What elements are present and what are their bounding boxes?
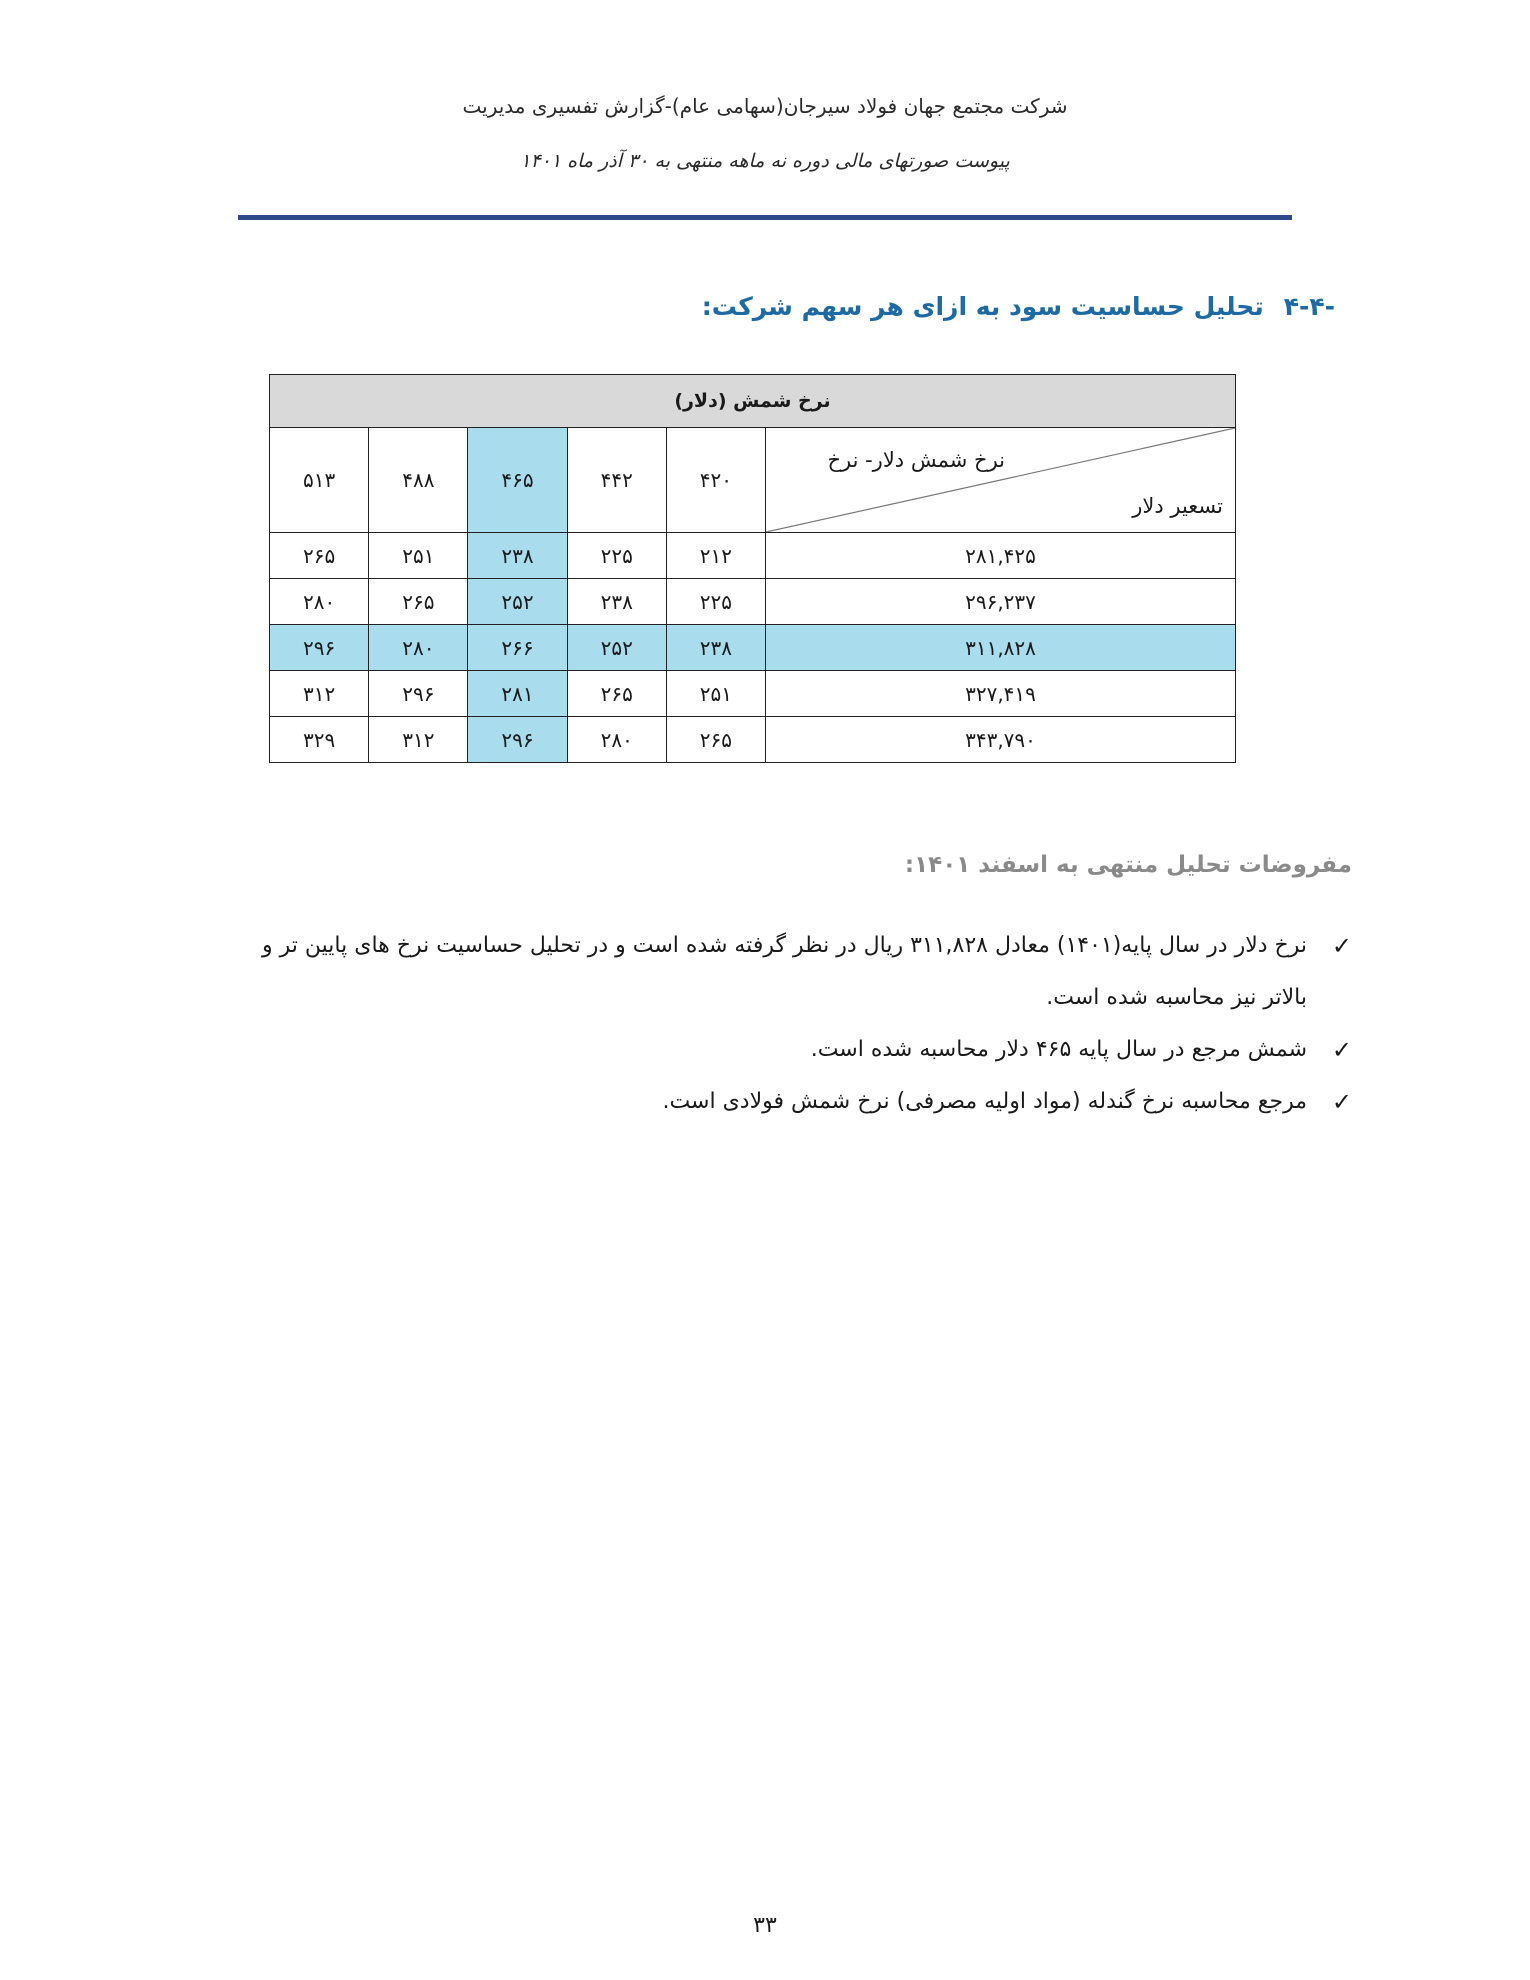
- sensitivity-table: [269, 374, 1236, 763]
- assumptions-list: [212, 920, 1352, 1128]
- value-cell: ۲۶۵: [270, 533, 369, 579]
- report-header-company: شرکت مجتمع جهان فولاد سیرجان(سهامی عام)-گزارش تفسیری مدیریت: [462, 94, 1068, 118]
- value-cell: ۲۳۸: [468, 533, 567, 579]
- report-header-subtitle: پیوست صورتهای مالی دوره نه ماهه منتهی به ۳۰ آذر ماه ۱۴۰۱: [520, 150, 1010, 172]
- list-item-text: نرخ دلار در سال پایه(۱۴۰۱) معادل ۳۱۱,۸۲۸ ریال در نظر گرفته شده است و در تحلیل حساسیت نرخ های پایین تر و بالاتر نیز محاسبه شده است.: [262, 933, 1307, 1010]
- value-cell: ۲۳۸: [666, 625, 765, 671]
- value-cell: ۲۵۱: [666, 671, 765, 717]
- table-title: نرخ شمش (دلار): [270, 375, 1236, 428]
- value-cell: ۲۹۶: [270, 625, 369, 671]
- rate-cell: ۳۱۱,۸۲۸: [766, 625, 1236, 671]
- table-row: [270, 717, 1236, 763]
- assumptions-title: مفروضات تحلیل منتهی به اسفند ۱۴۰۱:: [904, 852, 1352, 878]
- rate-cell: ۲۸۱,۴۲۵: [766, 533, 1236, 579]
- checkmark-icon: ✓: [1331, 1088, 1352, 1116]
- value-cell: ۲۶۶: [468, 625, 567, 671]
- table-row: [270, 579, 1236, 625]
- value-cell: ۲۲۵: [666, 579, 765, 625]
- section-heading: [702, 292, 1335, 321]
- rate-cell: ۳۴۳,۷۹۰: [766, 717, 1236, 763]
- value-cell: ۲۸۰: [270, 579, 369, 625]
- value-cell: ۳۲۹: [270, 717, 369, 763]
- table-row: [270, 625, 1236, 671]
- corner-header-bottom-label: تسعیر دلار: [1132, 494, 1223, 518]
- value-cell: ۳۱۲: [369, 717, 468, 763]
- value-cell: ۲۸۰: [369, 625, 468, 671]
- table-header-row: [270, 428, 1236, 533]
- value-cell: ۲۳۸: [567, 579, 666, 625]
- checkmark-icon: ✓: [1331, 1036, 1352, 1064]
- column-header-cell: ۵۱۳: [270, 428, 369, 533]
- value-cell: ۳۱۲: [270, 671, 369, 717]
- column-header-cell: ۴۴۲: [567, 428, 666, 533]
- corner-header-cell: [766, 428, 1236, 533]
- value-cell: ۲۹۶: [369, 671, 468, 717]
- page-number: ۳۳: [753, 1913, 777, 1938]
- column-header-cell: ۴۶۵: [468, 428, 567, 533]
- table-row: [270, 671, 1236, 717]
- section-number: -۴-۴: [1283, 292, 1335, 321]
- value-cell: ۲۶۵: [369, 579, 468, 625]
- value-cell: ۲۸۱: [468, 671, 567, 717]
- value-cell: ۲۵۱: [369, 533, 468, 579]
- value-cell: ۲۶۵: [567, 671, 666, 717]
- rate-cell: ۳۲۷,۴۱۹: [766, 671, 1236, 717]
- list-item: [212, 1024, 1352, 1076]
- value-cell: ۲۸۰: [567, 717, 666, 763]
- list-item: [212, 920, 1352, 1024]
- value-cell: ۲۵۲: [567, 625, 666, 671]
- table-row: [270, 533, 1236, 579]
- header-divider: [238, 215, 1292, 220]
- value-cell: ۲۶۵: [666, 717, 765, 763]
- rate-cell: ۲۹۶,۲۳۷: [766, 579, 1236, 625]
- value-cell: ۲۲۵: [567, 533, 666, 579]
- list-item-text: شمش مرجع در سال پایه ۴۶۵ دلار محاسبه شده است.: [810, 1037, 1307, 1062]
- value-cell: ۲۹۶: [468, 717, 567, 763]
- list-item: [212, 1076, 1352, 1128]
- column-header-cell: ۴۲۰: [666, 428, 765, 533]
- column-header-cell: ۴۸۸: [369, 428, 468, 533]
- table-title-row: [270, 375, 1236, 428]
- value-cell: ۲۵۲: [468, 579, 567, 625]
- section-title: تحلیل حساسیت سود به ازای هر سهم شرکت:: [701, 292, 1264, 321]
- list-item-text: مرجع محاسبه نرخ گندله (مواد اولیه مصرفی) نرخ شمش فولادی است.: [662, 1089, 1307, 1114]
- value-cell: ۲۱۲: [666, 533, 765, 579]
- checkmark-icon: ✓: [1331, 932, 1352, 960]
- corner-header-top-label: نرخ شمش دلار- نرخ: [827, 448, 1005, 472]
